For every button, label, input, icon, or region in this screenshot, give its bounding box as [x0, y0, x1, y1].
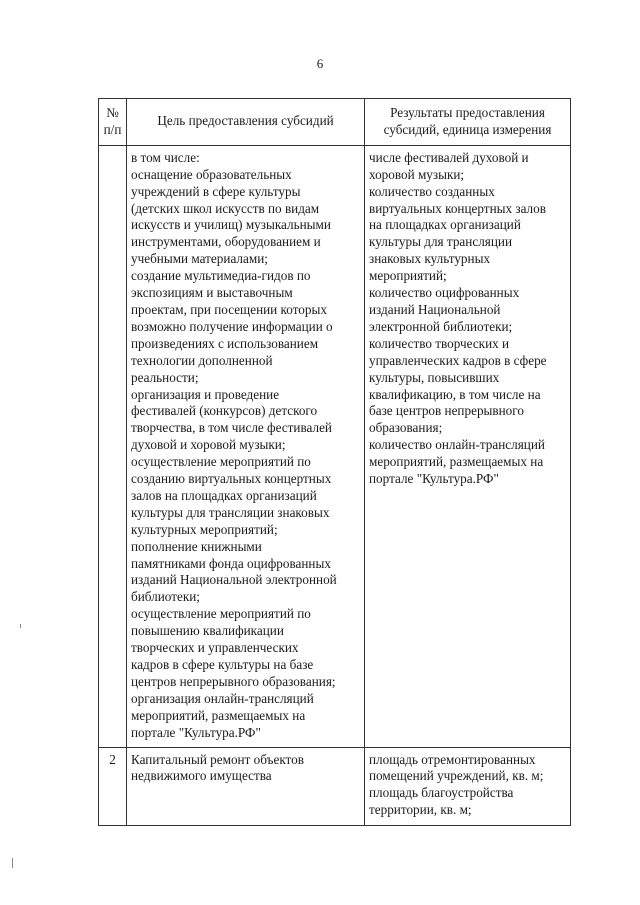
header-number-line: п/п [103, 121, 122, 137]
purpose-line: произведениях с использованием [131, 335, 319, 351]
subsidy-table [98, 98, 571, 826]
results-line: площадь отремонтированных [369, 751, 536, 767]
purpose-line: экспозициям и выставочным [131, 285, 293, 301]
results-line: помещений учреждений, кв. м; [369, 768, 544, 784]
purpose-line: инструментами, оборудованием и [131, 234, 321, 250]
results-line: базе центров непрерывного [369, 403, 524, 419]
purpose-line: создание мультимедиа-гидов по [131, 268, 311, 284]
header-results-line: Результаты предоставления [390, 105, 545, 120]
purpose-line: проектам, при посещении которых [131, 301, 327, 317]
purpose-line: культуры для трансляции знаковых [131, 504, 330, 520]
purpose-line: реальности; [131, 369, 199, 385]
purpose-line: творчества, в том числе фестивалей [131, 420, 332, 436]
results-line: количество оцифрованных [369, 285, 520, 301]
purpose-line: учреждений в сфере культуры [131, 183, 301, 199]
purpose-line: в том числе: [131, 149, 200, 165]
row-number [99, 145, 127, 747]
purpose-line: созданию виртуальных концертных [131, 471, 332, 487]
results-line: мероприятий, размещаемых на [369, 454, 544, 470]
purpose-line: оснащение образовательных [131, 166, 292, 182]
purpose-line: возможно получение информации о [131, 318, 333, 334]
results-line: квалификацию, в том числе на [369, 386, 541, 402]
purpose-cell [127, 747, 365, 825]
purpose-line: Капитальный ремонт объектов [131, 751, 304, 767]
header-number [99, 99, 127, 146]
results-line: культуры, повысивших [369, 369, 500, 385]
purpose-line: фестивалей (конкурсов) детского [131, 403, 318, 419]
results-line: количество созданных [369, 183, 495, 199]
purpose-line: повышению квалификации [131, 623, 284, 639]
table-row [99, 145, 571, 747]
header-purpose [127, 99, 365, 146]
results-line: площадь благоустройства [369, 785, 514, 801]
purpose-line: (детских школ искусств по видам [131, 200, 320, 216]
purpose-line: мероприятий, размещаемых на [131, 707, 306, 723]
table-row [99, 747, 571, 825]
purpose-line: искусств и училищ) музыкальными [131, 217, 331, 233]
purpose-line: портале "Культура.РФ" [131, 724, 261, 740]
purpose-line: кадров в сфере культуры на базе [131, 657, 314, 672]
results-line: портале "Культура.РФ" [369, 471, 499, 487]
purpose-line: духовой и хоровой музыки; [131, 437, 286, 453]
results-line: культуры для трансляции [369, 234, 513, 250]
purpose-line: организация и проведение [131, 386, 280, 402]
purpose-line: центров непрерывного образования; [131, 673, 336, 689]
purpose-line: осуществление мероприятий по [131, 606, 311, 622]
purpose-line: изданий Национальной электронной [131, 572, 337, 588]
results-cell [365, 747, 571, 825]
purpose-line: залов на площадках организаций [131, 487, 317, 503]
purpose-cell [127, 145, 365, 747]
purpose-line: организация онлайн-трансляций [131, 690, 314, 706]
scan-mark [12, 858, 13, 868]
results-line: количество онлайн-трансляций [369, 437, 545, 453]
table-header-row [99, 99, 571, 146]
header-purpose-line: Цель предоставления субсидий [157, 113, 334, 129]
page-number: 6 [316, 56, 324, 71]
results-line: мероприятий; [369, 268, 447, 284]
purpose-line: памятниками фонда оцифрованных [131, 555, 331, 571]
results-line: управленческих кадров в сфере [369, 352, 547, 368]
results-line: виртуальных концертных залов [369, 200, 546, 216]
purpose-line: библиотеки; [131, 589, 200, 605]
purpose-line: культурных мероприятий; [131, 521, 278, 537]
purpose-line: учебными материалами; [131, 251, 268, 267]
results-line: изданий Национальной [369, 301, 501, 317]
results-line: электронной библиотеки; [369, 318, 513, 334]
scan-mark [20, 624, 21, 628]
results-line: числе фестивалей духовой и [369, 149, 529, 165]
results-cell [365, 145, 571, 747]
row-number: 2 [99, 747, 127, 825]
results-line: образования; [369, 420, 443, 436]
results-line: знаковых культурных [369, 251, 491, 267]
results-line: количество творческих и [369, 335, 510, 351]
results-line: хоровой музыки; [369, 166, 465, 182]
results-line: территории, кв. м; [369, 802, 472, 818]
purpose-line: недвижимого имущества [131, 768, 272, 784]
purpose-line: творческих и управленческих [131, 640, 299, 656]
results-line: на площадках организаций [369, 217, 521, 233]
purpose-line: осуществление мероприятий по [131, 454, 311, 470]
header-results-line: субсидий, единица измерения [383, 121, 552, 137]
header-number-line: № [106, 105, 119, 120]
header-results [365, 99, 571, 146]
purpose-line: пополнение книжными [131, 538, 262, 554]
purpose-line: технологии дополненной [131, 352, 273, 368]
